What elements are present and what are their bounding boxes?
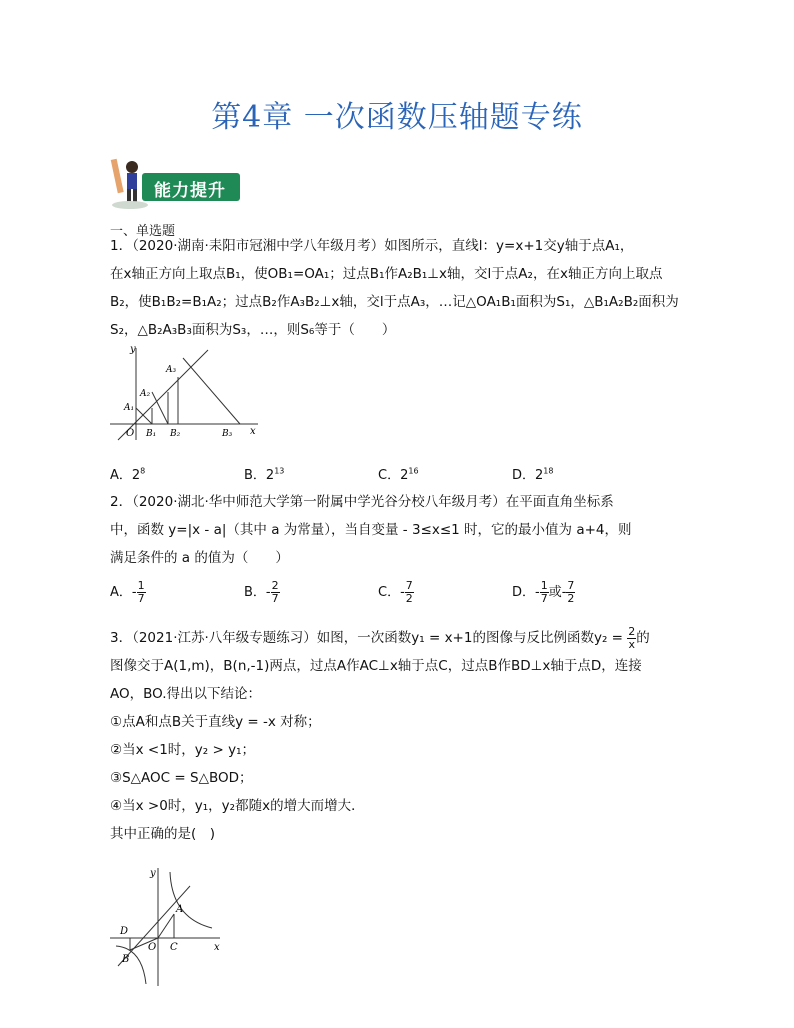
q1-option-c[interactable]: C．$2^{16}$	[378, 466, 419, 483]
q3-conclusion: ①点A和点B关于直线y = -x 对称；	[110, 714, 321, 730]
page-title: 第4章 一次函数压轴题专练	[211, 100, 583, 135]
q1-option-b[interactable]: B．$2^{13}$	[244, 466, 285, 483]
q2-option-a[interactable]: A．- $\frac{1}{7}$	[110, 579, 145, 605]
q2-line: 满足条件的 a 的值为（ ）	[110, 550, 289, 566]
q3-line: 图像交于A(1,m)，B(n,-1)两点，过点A作AC⊥x轴于点C，过点B作BD⊥x轴于点D，连接	[110, 658, 642, 674]
q3-conclusion: ③S△AOC = S△BOD；	[110, 770, 253, 786]
x-axis-label: x	[250, 426, 256, 437]
q2-option-c[interactable]: C．- $\frac{7}{2}$	[378, 579, 413, 605]
q2-text	[110, 488, 690, 572]
banner-label: 能力提升	[154, 181, 226, 201]
q3-conclusion: ④当x >0时，y₁，y₂都随x的增大而增大．	[110, 798, 365, 814]
q2-line: 中，函数 y=|x - a|（其中 a 为常量），当自变量 - 3≤x≤1 时，它的最小值为 a+4，则	[110, 522, 632, 538]
point-label: D	[120, 926, 129, 937]
origin-label: O	[126, 428, 135, 439]
y-axis-label: y	[150, 868, 156, 879]
y-axis-label: y	[130, 344, 136, 355]
q1-line: S₂，△B₂A₃B₃面积为S₃，…，则S₆等于（ ）	[110, 322, 396, 338]
point-label: A	[176, 904, 184, 915]
q1-line: 在x轴正方向上取点B₁，使OB₁=OA₁；过点B₁作A₂B₁⊥x轴，交l于点A₂，在x轴正方向上取点	[110, 266, 663, 282]
q3-figure	[108, 862, 228, 994]
q3-question: 其中正确的是( )	[110, 826, 216, 842]
point-label: B₃	[222, 429, 233, 439]
q3-conclusion: ②当x <1时，y₂ > y₁；	[110, 742, 255, 758]
q2-option-d[interactable]: D．- $\frac{1}{7}$ 或- $\frac{7}{2}$	[512, 579, 575, 605]
q1-line: B₂，使B₁B₂=B₁A₂；过点B₂作A₃B₂⊥x轴，交l于点A₃，…记△OA₁B₁面积为S₁，△B₁A₂B₂面积为	[110, 294, 679, 310]
q1-text	[110, 232, 690, 344]
point-label: C	[170, 942, 178, 953]
ability-banner	[108, 155, 242, 209]
q2-option-b[interactable]: B．- $\frac{2}{7}$	[244, 579, 279, 605]
point-label: B	[122, 954, 130, 965]
q3-line: AO，BO.得出以下结论：	[110, 686, 262, 702]
x-axis-label: x	[214, 942, 220, 953]
section-heading: 一、单选题	[110, 224, 176, 239]
q3-text	[110, 624, 690, 848]
point-label: B₁	[146, 429, 157, 439]
q1-option-a[interactable]: A．$2^8$	[110, 466, 146, 483]
point-label: A₃	[166, 365, 177, 375]
point-label: B₂	[170, 429, 181, 439]
q2-line: 2．（2020·湖北·华中师范大学第一附属中学光谷分校八年级月考）在平面直角坐标系	[110, 494, 614, 510]
q1-option-d[interactable]: D．$2^{18}$	[512, 466, 554, 483]
q1-figure	[108, 340, 268, 449]
q1-line: 1．（2020·湖南·耒阳市冠湘中学八年级月考）如图所示，直线l：y=x+1交y轴于点A₁，	[110, 238, 634, 254]
q3-line: 3．（2021·江苏·八年级专题练习）如图，一次函数y₁ = x+1的图像与反比例函数y₂ = $\frac{2}{x}$ 的	[110, 624, 650, 651]
point-label: A₁	[124, 403, 135, 413]
origin-label: O	[148, 942, 157, 953]
point-label: A₂	[140, 389, 151, 399]
